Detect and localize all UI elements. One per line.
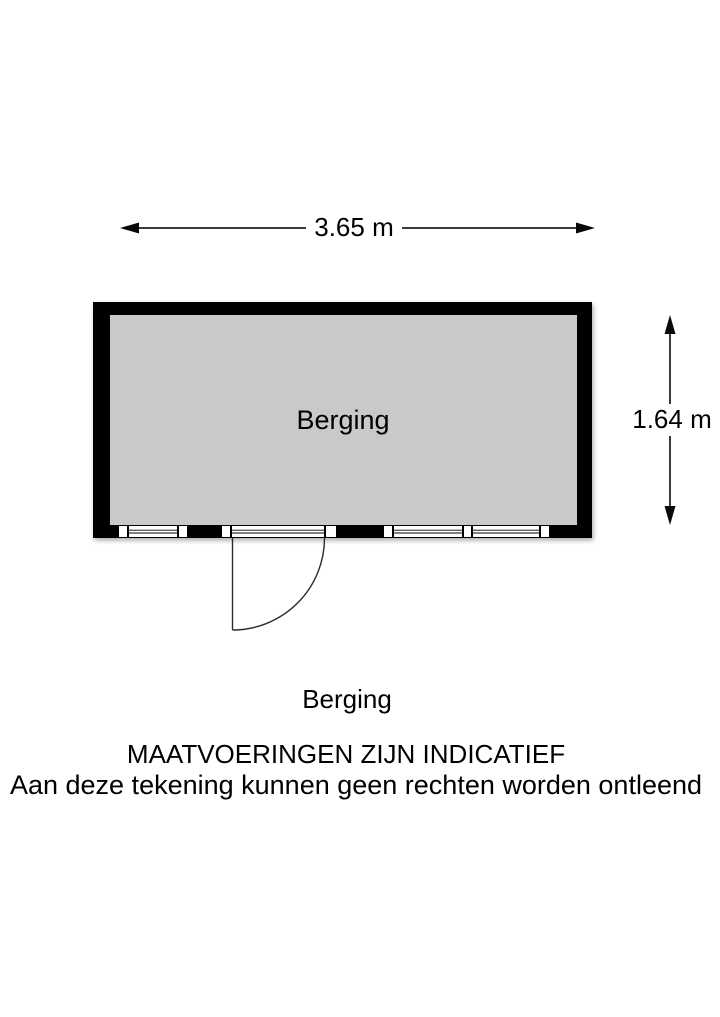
dim-arrowhead-left-icon <box>120 223 139 234</box>
height-dimension <box>632 315 712 525</box>
footer-disclaimer-line2: Aan deze tekening kunnen geen rechten worden ontleend <box>9 770 703 800</box>
footer-disclaimer-line1: MAATVOERINGEN ZIJN INDICATIEF <box>126 739 566 769</box>
frame-post <box>222 526 231 538</box>
dim-arrowhead-right-icon <box>576 223 595 234</box>
dim-arrowhead-down-icon <box>665 506 676 525</box>
frame-post <box>119 526 128 538</box>
frame-post <box>179 526 188 538</box>
height-dimension-label: 1.64 m <box>632 404 712 434</box>
door <box>233 538 325 630</box>
width-dimension-label: 3.65 m <box>314 212 394 242</box>
frame-post <box>326 526 337 538</box>
door-swing-arc <box>233 538 325 630</box>
room-label: Berging <box>296 405 390 435</box>
window-2 <box>394 526 463 538</box>
frame-post <box>541 526 550 538</box>
glazed-door-panel <box>232 526 325 538</box>
footer <box>10 684 702 800</box>
dim-arrowhead-up-icon <box>665 315 676 334</box>
window-3 <box>473 526 540 538</box>
window-1 <box>129 526 178 538</box>
room-berging <box>93 302 592 538</box>
width-dimension <box>120 212 595 242</box>
frame-post <box>384 526 393 538</box>
frame-post <box>464 526 472 538</box>
footer-room-name: Berging <box>302 684 392 714</box>
